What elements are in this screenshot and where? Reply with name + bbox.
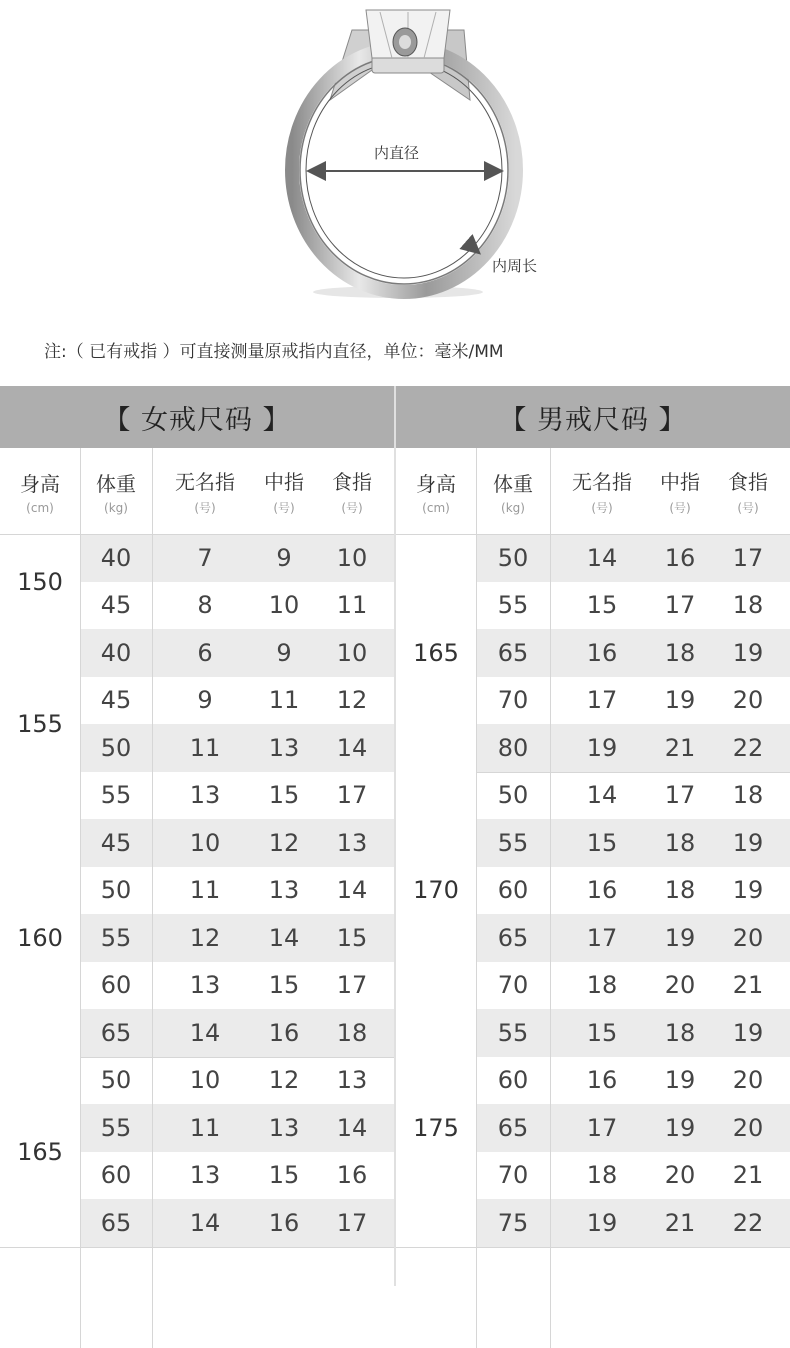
header-separator bbox=[396, 534, 790, 535]
female-table-cell: 55 bbox=[80, 1104, 152, 1152]
group-separator bbox=[396, 1247, 790, 1248]
female-table-cell: 50 bbox=[80, 724, 152, 772]
female-table-cell: 17 bbox=[336, 971, 368, 1000]
female-table-cell: 60 bbox=[100, 971, 132, 1000]
column-name: 身高 bbox=[20, 471, 60, 496]
male-table-cell: 14 bbox=[586, 781, 618, 810]
male-table-cell: 16 bbox=[586, 876, 618, 905]
male-table-cell: 70 bbox=[497, 686, 529, 715]
male-table-cell: 18 bbox=[654, 1009, 706, 1057]
male-height-cell: 170 bbox=[396, 772, 476, 1010]
male-table-cell: 16 bbox=[586, 1066, 618, 1095]
column-name: 无名指 bbox=[572, 470, 632, 494]
female-table-cell: 13 bbox=[258, 724, 310, 772]
male-table-cell: 20 bbox=[732, 686, 764, 715]
male-table-cell: 65 bbox=[476, 629, 550, 677]
female-table-cell: 13 bbox=[268, 876, 300, 905]
column-separator bbox=[80, 448, 81, 1348]
male-table-title: 【 男戒尺码 】 bbox=[396, 386, 790, 448]
male-col-header bbox=[654, 448, 706, 534]
male-table-cell: 70 bbox=[497, 971, 529, 1000]
column-unit: (号) bbox=[669, 501, 691, 515]
column-unit: (kg) bbox=[104, 500, 128, 515]
female-table-cell: 14 bbox=[258, 914, 310, 962]
female-table-cell: 15 bbox=[268, 781, 300, 810]
male-table-cell: 14 bbox=[550, 534, 654, 582]
female-table-cell: 18 bbox=[310, 1009, 394, 1057]
male-table-cell: 18 bbox=[654, 629, 706, 677]
male-table-cell: 22 bbox=[706, 724, 790, 772]
male-table-cell: 50 bbox=[476, 534, 550, 582]
male-table-cell: 21 bbox=[732, 1161, 764, 1190]
female-table-cell: 10 bbox=[268, 591, 300, 620]
female-table-cell: 55 bbox=[100, 781, 132, 810]
male-table-cell: 15 bbox=[586, 591, 618, 620]
column-name: 体重 bbox=[96, 471, 136, 496]
male-table-cell: 65 bbox=[476, 1104, 550, 1152]
male-table-cell: 22 bbox=[706, 1199, 790, 1247]
column-unit: (号) bbox=[591, 501, 613, 515]
group-separator bbox=[0, 1247, 394, 1248]
column-unit: (号) bbox=[341, 501, 363, 515]
column-separator bbox=[476, 448, 477, 1348]
female-table-cell: 16 bbox=[258, 1199, 310, 1247]
male-table-cell: 16 bbox=[550, 629, 654, 677]
measurement-note: 注:（ 已有戒指 ）可直接测量原戒指内直径，单位：毫米/MM bbox=[44, 342, 504, 362]
male-table-cell: 19 bbox=[706, 629, 790, 677]
column-name: 中指 bbox=[660, 470, 700, 494]
male-col-header bbox=[396, 448, 476, 534]
male-table-cell: 19 bbox=[664, 686, 696, 715]
female-height-cell: 160 bbox=[0, 819, 80, 1057]
female-table-cell: 65 bbox=[80, 1199, 152, 1247]
column-unit: (号) bbox=[737, 501, 759, 515]
male-table-cell: 18 bbox=[732, 781, 764, 810]
male-table-cell: 18 bbox=[586, 971, 618, 1000]
column-unit: (cm) bbox=[422, 500, 450, 515]
male-table-cell: 17 bbox=[664, 781, 696, 810]
male-table-cell: 19 bbox=[550, 724, 654, 772]
male-table-cell: 17 bbox=[664, 591, 696, 620]
female-table-cell: 9 bbox=[258, 534, 310, 582]
female-table-cell: 14 bbox=[152, 1009, 258, 1057]
female-col-header bbox=[310, 448, 394, 534]
male-table-cell: 55 bbox=[476, 1009, 550, 1057]
female-table-title: 【 女戒尺码 】 bbox=[0, 386, 394, 448]
female-table-cell: 16 bbox=[258, 1009, 310, 1057]
female-col-header bbox=[0, 448, 80, 534]
female-table-cell: 45 bbox=[100, 591, 132, 620]
column-unit: (号) bbox=[194, 501, 216, 515]
male-col-header bbox=[476, 448, 550, 534]
header-separator bbox=[0, 534, 394, 535]
male-table-cell: 55 bbox=[497, 591, 529, 620]
male-height-cell: 175 bbox=[396, 1009, 476, 1247]
male-col-header bbox=[706, 448, 790, 534]
female-col-header bbox=[80, 448, 152, 534]
female-table-cell: 11 bbox=[268, 686, 300, 715]
female-height-cell: 165 bbox=[0, 1057, 80, 1247]
male-table-cell: 20 bbox=[706, 1104, 790, 1152]
male-table-cell: 19 bbox=[706, 1009, 790, 1057]
male-table-cell: 55 bbox=[476, 819, 550, 867]
female-table-cell: 16 bbox=[336, 1161, 368, 1190]
male-table-cell: 19 bbox=[654, 1104, 706, 1152]
female-table-cell: 55 bbox=[80, 914, 152, 962]
male-table-cell: 19 bbox=[706, 819, 790, 867]
male-table-cell: 21 bbox=[732, 971, 764, 1000]
female-height-cell: 155 bbox=[0, 629, 80, 819]
column-name: 食指 bbox=[728, 470, 768, 494]
male-table-cell: 15 bbox=[550, 1009, 654, 1057]
female-table-cell: 6 bbox=[152, 629, 258, 677]
male-table-cell: 18 bbox=[654, 819, 706, 867]
male-table-cell: 80 bbox=[476, 724, 550, 772]
female-table-cell: 65 bbox=[80, 1009, 152, 1057]
male-table-cell: 50 bbox=[497, 781, 529, 810]
male-col-header bbox=[550, 448, 654, 534]
male-table-cell: 20 bbox=[664, 971, 696, 1000]
column-name: 无名指 bbox=[175, 470, 235, 494]
female-table-cell: 10 bbox=[310, 534, 394, 582]
column-unit: (号) bbox=[273, 501, 295, 515]
female-table-cell: 14 bbox=[310, 724, 394, 772]
male-table-cell: 60 bbox=[497, 1066, 529, 1095]
female-table-cell: 13 bbox=[189, 1161, 221, 1190]
male-table-cell: 18 bbox=[732, 591, 764, 620]
female-table-cell: 17 bbox=[336, 781, 368, 810]
female-table-cell: 45 bbox=[100, 686, 132, 715]
ring-size-table bbox=[0, 386, 790, 1286]
male-table-cell: 19 bbox=[732, 876, 764, 905]
male-table-cell: 70 bbox=[497, 1161, 529, 1190]
female-table-cell: 60 bbox=[100, 1161, 132, 1190]
inner-diameter-label: 内直径 bbox=[374, 144, 420, 162]
female-height-cell: 150 bbox=[0, 534, 80, 629]
female-table-cell: 13 bbox=[310, 819, 394, 867]
female-table-cell: 15 bbox=[268, 971, 300, 1000]
female-table-cell: 50 bbox=[100, 876, 132, 905]
male-table-cell: 18 bbox=[586, 1161, 618, 1190]
column-name: 体重 bbox=[493, 471, 533, 496]
female-table-cell: 11 bbox=[336, 591, 368, 620]
female-col-header bbox=[152, 448, 258, 534]
male-table-cell: 21 bbox=[654, 1199, 706, 1247]
male-table-cell: 15 bbox=[550, 819, 654, 867]
male-table-cell: 20 bbox=[732, 1066, 764, 1095]
female-table-cell: 17 bbox=[310, 1199, 394, 1247]
column-name: 中指 bbox=[264, 470, 304, 494]
inner-circumference-label: 内周长 bbox=[492, 257, 538, 275]
male-table-cell: 17 bbox=[550, 914, 654, 962]
column-separator bbox=[550, 448, 551, 1348]
female-table-cell: 45 bbox=[80, 819, 152, 867]
ring-diagram bbox=[0, 0, 790, 320]
female-table-cell: 40 bbox=[80, 629, 152, 677]
male-table-cell: 17 bbox=[550, 1104, 654, 1152]
female-table-cell: 12 bbox=[152, 914, 258, 962]
female-table-cell: 7 bbox=[152, 534, 258, 582]
column-unit: (kg) bbox=[501, 500, 525, 515]
column-name: 身高 bbox=[416, 471, 456, 496]
female-table-cell: 11 bbox=[152, 1104, 258, 1152]
female-table-cell: 40 bbox=[80, 534, 152, 582]
female-table-cell: 9 bbox=[197, 686, 213, 715]
male-table-cell: 21 bbox=[654, 724, 706, 772]
male-table-cell: 75 bbox=[476, 1199, 550, 1247]
female-table-cell: 9 bbox=[258, 629, 310, 677]
female-table-cell: 11 bbox=[152, 724, 258, 772]
female-table-cell: 13 bbox=[336, 1066, 368, 1095]
column-separator bbox=[152, 448, 153, 1348]
female-table-cell: 12 bbox=[258, 819, 310, 867]
female-table-cell: 13 bbox=[258, 1104, 310, 1152]
male-table-cell: 65 bbox=[476, 914, 550, 962]
female-table-cell: 11 bbox=[189, 876, 221, 905]
male-table-cell: 17 bbox=[586, 686, 618, 715]
female-table-cell: 8 bbox=[197, 591, 213, 620]
female-table-cell: 15 bbox=[310, 914, 394, 962]
male-table-cell: 19 bbox=[654, 914, 706, 962]
male-table-cell: 19 bbox=[664, 1066, 696, 1095]
female-table-cell: 14 bbox=[152, 1199, 258, 1247]
female-table-cell: 10 bbox=[189, 1066, 221, 1095]
male-height-cell: 165 bbox=[396, 534, 476, 772]
column-name: 食指 bbox=[332, 470, 372, 494]
male-table-cell: 60 bbox=[497, 876, 529, 905]
male-table-cell: 17 bbox=[706, 534, 790, 582]
male-table-cell: 18 bbox=[664, 876, 696, 905]
male-table-cell: 20 bbox=[664, 1161, 696, 1190]
male-table-cell: 16 bbox=[654, 534, 706, 582]
column-unit: (cm) bbox=[26, 500, 54, 515]
female-table-cell: 13 bbox=[189, 971, 221, 1000]
female-table-cell: 10 bbox=[310, 629, 394, 677]
female-table-cell: 12 bbox=[336, 686, 368, 715]
female-table-cell: 12 bbox=[268, 1066, 300, 1095]
female-table-cell: 14 bbox=[336, 876, 368, 905]
male-table-cell: 19 bbox=[550, 1199, 654, 1247]
female-table-cell: 50 bbox=[100, 1066, 132, 1095]
female-table-cell: 10 bbox=[152, 819, 258, 867]
female-col-header bbox=[258, 448, 310, 534]
female-table-cell: 15 bbox=[268, 1161, 300, 1190]
female-table-cell: 14 bbox=[310, 1104, 394, 1152]
male-table-cell: 20 bbox=[706, 914, 790, 962]
panel-divider bbox=[394, 386, 396, 1286]
female-table-cell: 13 bbox=[189, 781, 221, 810]
